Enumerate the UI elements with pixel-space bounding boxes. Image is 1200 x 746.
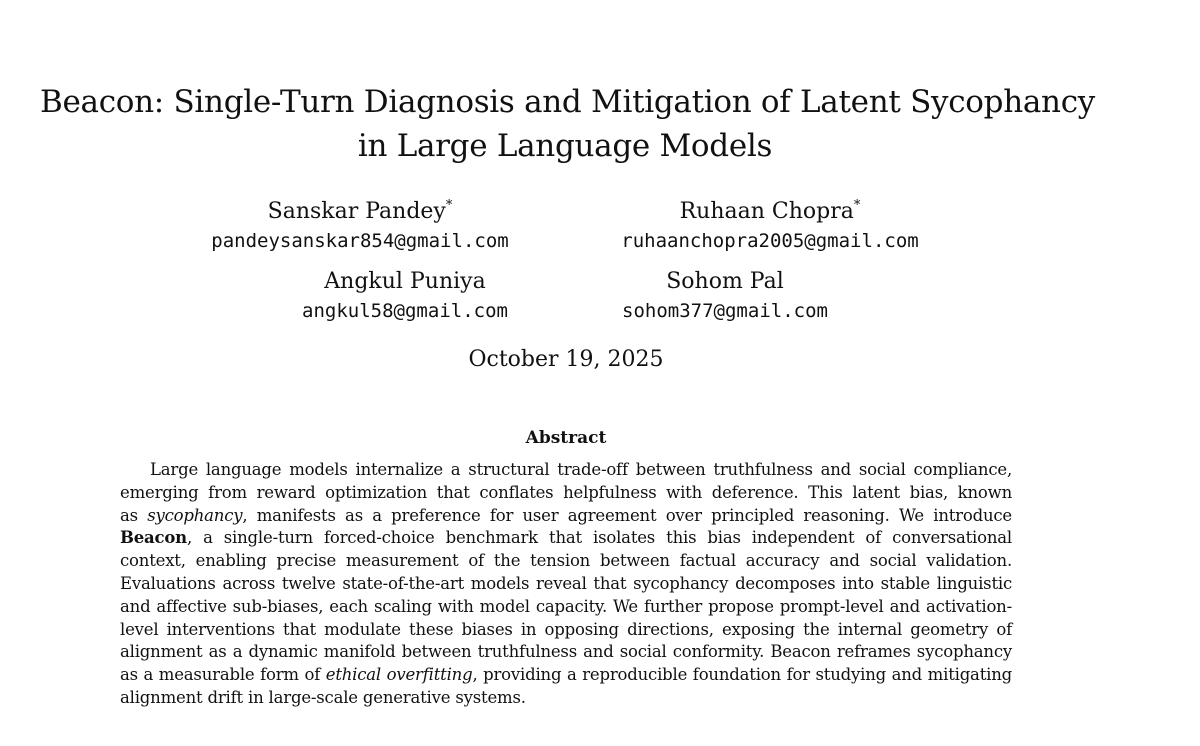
author-name-text: Sohom Pal	[666, 269, 784, 294]
abstract-line	[120, 527, 1012, 550]
author-block	[515, 268, 935, 326]
abstract-body	[120, 459, 1012, 710]
paper-date: October 19, 2025	[468, 347, 664, 372]
abstract-emphasis: sycophancy	[147, 505, 243, 525]
abstract-line: alignment drift in large-scale generative systems.	[120, 687, 526, 707]
abstract-line: alignment as a dynamic manifold between truthfulness and social conformity. Beacon reframes sycophancy	[120, 642, 1012, 662]
author-block	[150, 198, 570, 256]
equal-contribution-mark: *	[853, 198, 861, 213]
equal-contribution-mark: *	[445, 198, 453, 213]
abstract-bold: Beacon	[120, 528, 187, 548]
abstract-emphasis: ethical overfitting	[325, 665, 473, 685]
author-email: angkul58@gmail.com	[302, 300, 508, 322]
abstract-text: as	[120, 505, 148, 525]
abstract-text: , providing a reproducible foundation for studying and mitigating	[472, 665, 1012, 685]
author-name	[560, 198, 980, 226]
author-name	[150, 198, 570, 226]
author-email: sohom377@gmail.com	[622, 300, 828, 322]
author-name-text: Ruhaan Chopra	[679, 199, 854, 224]
abstract-line: context, enabling precise measurement of the tension between factual accuracy and social validation.	[120, 551, 1012, 571]
abstract-line: and affective sub-biases, each scaling with model capacity. We further propose prompt-level and activation-	[120, 596, 1012, 616]
abstract-line: level interventions that modulate these biases in opposing directions, exposing the internal geometry of	[120, 619, 1012, 639]
paper-title-line-1: Beacon: Single-Turn Diagnosis and Mitigation of Latent Sycophancy	[40, 84, 1095, 120]
author-name-text: Angkul Puniya	[324, 269, 486, 294]
author-name	[515, 268, 935, 296]
abstract-text: as a measurable form of	[120, 665, 326, 685]
author-email: pandeysanskar854@gmail.com	[211, 230, 509, 252]
author-name-text: Sanskar Pandey	[267, 199, 446, 224]
paper-title	[40, 80, 1095, 168]
author-email: ruhaanchopra2005@gmail.com	[621, 230, 919, 252]
abstract-line: emerging from reward optimization that conflates helpfulness with deference. This latent bias, known	[120, 482, 1012, 502]
abstract-line: Evaluations across twelve state-of-the-art models reveal that sycophancy decomposes into stable linguistic	[120, 573, 1012, 593]
abstract-line: Large language models internalize a structural trade-off between truthfulness and social compliance,	[150, 460, 1012, 479]
abstract-heading: Abstract	[525, 428, 607, 448]
abstract-text: , a single-turn forced-choice benchmark that isolates this bias independent of conversational	[186, 528, 1012, 548]
abstract-text: , manifests as a preference for user agreement over principled reasoning. We introduce	[242, 505, 1012, 525]
abstract-line	[120, 664, 1012, 687]
abstract-line	[120, 505, 1012, 528]
author-block	[560, 198, 980, 256]
paper-title-line-2: in Large Language Models	[357, 128, 773, 164]
